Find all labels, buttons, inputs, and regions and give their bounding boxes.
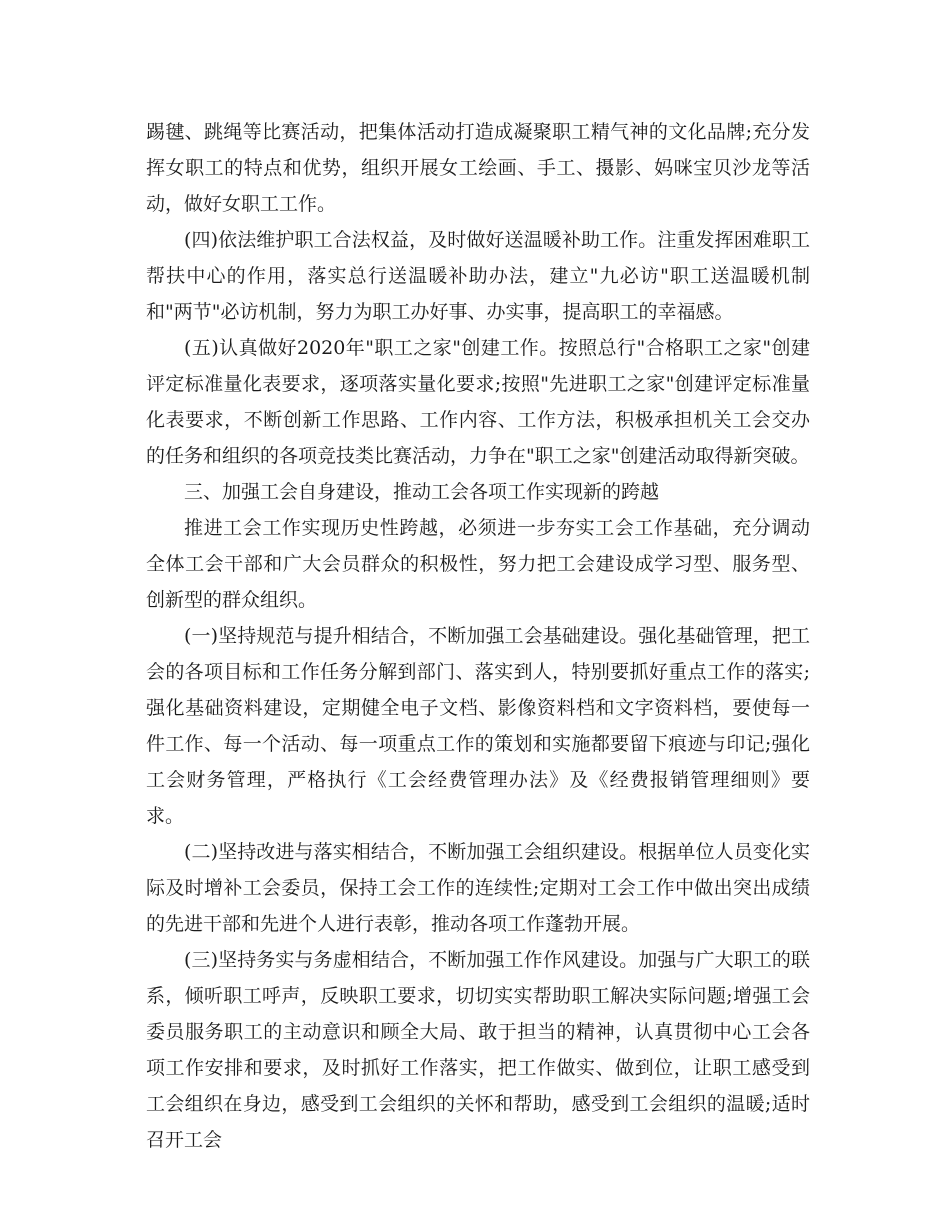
paragraph-item-2: (二)坚持改进与落实相结合，不断加强工会组织建设。根据单位人员变化实际及时增补工会委员，保持工会工作的连续性;定期对工会工作中做出突出成绩的先进干部和先进个人进行表彰，推动各项工作蓬勃开展。: [146, 841, 810, 935]
section-intro-paragraph: 推进工会工作实现历史性跨越，必须进一步夯实工会工作基础，充分调动全体工会干部和广大会员群众的积极性，努力把工会建设成学习型、服务型、创新型的群众组织。: [146, 517, 810, 611]
paragraph-item-4: (四)依法维护职工合法权益，及时做好送温暖补助工作。注重发挥困难职工帮扶中心的作用，落实总行送温暖补助办法，建立"九必访"职工送温暖机制和"两节"必访机制，努力为职工办好事、办实事，提高职工的幸福感。: [146, 229, 810, 323]
section-heading-3: 三、加强工会自身建设，推动工会各项工作实现新的跨越: [184, 481, 660, 503]
paragraph-continuation: 踢毽、跳绳等比赛活动，把集体活动打造成凝聚职工精气神的文化品牌;充分发挥女职工的特点和优势，组织开展女工绘画、手工、摄影、妈咪宝贝沙龙等活动，做好女职工工作。: [146, 121, 810, 215]
paragraph-item-1: (一)坚持规范与提升相结合，不断加强工会基础建设。强化基础管理，把工会的各项目标和工作任务分解到部门、落实到人，特别要抓好重点工作的落实;强化基础资料建设，定期健全电子文档、影像资料档和文字资料档，要使每一件工作、每一个活动、每一项重点工作的策划和实施都要留下痕迹与印记;强化工会财务管理，严格执行《工会经费管理办法》及《经费报销管理细则》要求。: [146, 625, 810, 827]
paragraph-item-5: (五)认真做好2020年"职工之家"创建工作。按照总行"合格职工之家"创建评定标准量化表要求，逐项落实量化要求;按照"先进职工之家"创建评定标准量化表要求，不断创新工作思路、工作内容、工作方法，积极承担机关工会交办的任务和组织的各项竞技类比赛活动，力争在"职工之家"创建活动取得新突破。: [146, 337, 810, 467]
paragraph-item-3: (三)坚持务实与务虚相结合，不断加强工作作风建设。加强与广大职工的联系，倾听职工呼声，反映职工要求，切切实实帮助职工解决实际问题;增强工会委员服务职工的主动意识和顾全大局、敢于担当的精神，认真贯彻中心工会各项工作安排和要求，及时抓好工作落实，把工作做实、做到位，让职工感受到工会组织在身边，感受到工会组织的关怀和帮助，感受到工会组织的温暖;适时召开工会: [146, 949, 810, 1151]
document-body: [146, 114, 810, 1158]
